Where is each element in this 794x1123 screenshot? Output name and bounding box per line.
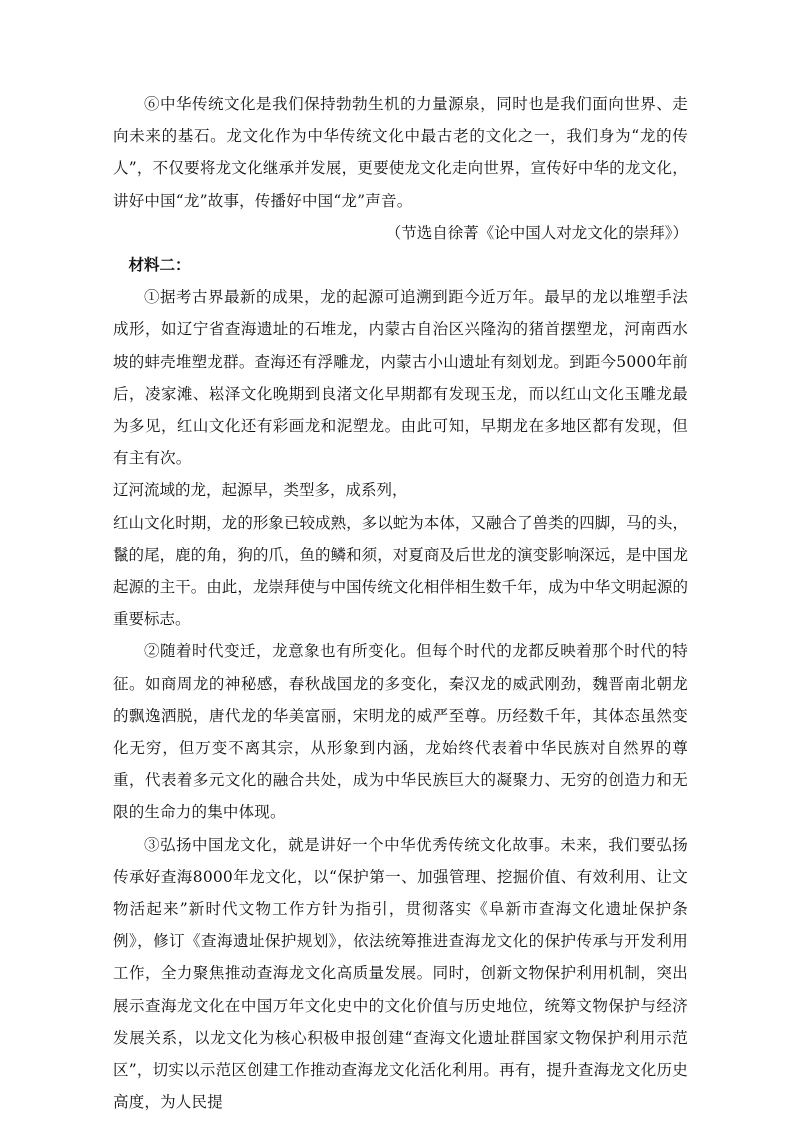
- paragraph-6: ⑥中华传统文化是我们保持勃勃生机的力量源泉，同时也是我们面向世界、走向未来的基石。龙文化作为中华传统文化中最古老的文化之一，我们身为“龙的传人”，不仅要将龙文化继承并发展，更要使龙文化走向世界，宣传好中华的龙文化，讲好中国“龙”故事，传播好中国“龙”声音。: [113, 95, 688, 210]
- material-two-paragraph-1-line-3: 红山文化时期，龙的形象已较成熟，多以蛇为本体，又融合了兽类的四脚，马的头，鬣的尾，鹿的角，狗的爪，鱼的鳞和须，对夏商及后世龙的演变影响深远，是中国龙起源的主干。由此，龙崇拜使与中国传统文化相伴相生数千年，成为中华文明起源的重要标志。: [113, 513, 688, 629]
- material-two-paragraph-1-line-2: 辽河流域的龙，起源早，类型多，成系列，: [113, 481, 408, 500]
- material-two-paragraph-2: ②随着时代变迁，龙意象也有所变化。但每个时代的龙都反映着那个时代的特征。如商周龙的神秘感，春秋战国龙的多变化，秦汉龙的威武刚劲，魏晋南北朝龙的飘逸洒脱，唐代龙的华美富丽，宋明龙的威严至尊。历经数千年，其体态虽然变化无穷，但万变不离其宗，从形象到内涵，龙始终代表着中华民族对自然界的尊重，代表着多元文化的融合共处，成为中华民族巨大的凝聚力、无穷的创造力和无限的生命力的集中体现。: [113, 642, 688, 822]
- material-two-heading: 材料二：: [128, 255, 191, 275]
- document-page: [113, 88, 688, 1119]
- source-citation: （节选自徐菁《论中国人对龙文化的崇拜》）: [385, 223, 688, 242]
- material-two-paragraph-3: ③弘扬中国龙文化，就是讲好一个中华优秀传统文化故事。未来，我们要弘扬传承好查海8000年龙文化，以“保护第一、加强管理、挖掘价值、有效利用、让文物活起来”新时代文物工作方针为指引，贯彻落实《阜新市查海文化遗址保护条例》，修订《查海遗址保护规划》，依法统筹推进查海龙文化的保护传承与开发利用工作，全力聚焦推动查海龙文化高质量发展。同时，创新文物保护利用机制，突出展示查海龙文化在中国万年文化史中的文化价值与历史地位，统筹文物保护与经济发展关系，以龙文化为核心积极申报创建“查海文化遗址群国家文物保护利用示范区”，切实以示范区创建工作推动查海龙文化活化利用。再有，提升查海龙文化历史高度，为人民提: [113, 835, 688, 1112]
- material-two-paragraph-1: ①据考古界最新的成果，龙的起源可追溯到距今近万年。最早的龙以堆塑手法成形，如辽宁省查海遗址的石堆龙，内蒙古自治区兴隆沟的猪首摆塑龙，河南西水坡的蚌壳堆塑龙群。查海还有浮雕龙，内蒙古小山遗址有刻划龙。到距今5000年前后，凌家滩、崧泽文化晚期到良渚文化早期都有发现玉龙，而以红山文化玉雕龙最为多见，红山文化还有彩画龙和泥塑龙。由此可知，早期龙在多地区都有发现，但有主有次。: [113, 288, 688, 468]
